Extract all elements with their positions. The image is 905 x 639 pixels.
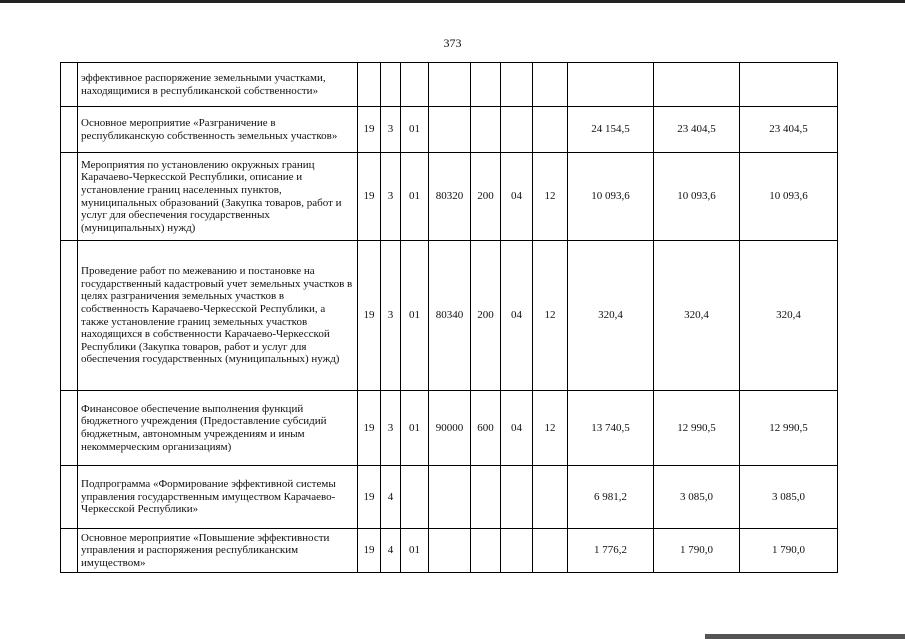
code-subsection-cell: 12 bbox=[533, 153, 568, 241]
amount-year1-cell: 24 154,5 bbox=[568, 107, 654, 153]
amount-year2-cell: 1 790,0 bbox=[654, 529, 740, 573]
code-gp-cell: 19 bbox=[358, 241, 381, 391]
row-number-cell bbox=[61, 529, 78, 573]
code-pp-cell: 3 bbox=[381, 241, 401, 391]
code-expense-type-cell bbox=[471, 529, 501, 573]
amount-year1-cell bbox=[568, 63, 654, 107]
amount-year1-cell: 6 981,2 bbox=[568, 466, 654, 529]
code-pp-cell: 3 bbox=[381, 391, 401, 466]
amount-year2-cell: 12 990,5 bbox=[654, 391, 740, 466]
code-direction-cell: 80340 bbox=[429, 241, 471, 391]
amount-year2-cell: 10 093,6 bbox=[654, 153, 740, 241]
amount-year1-cell: 320,4 bbox=[568, 241, 654, 391]
code-pp-cell: 3 bbox=[381, 107, 401, 153]
item-name-cell: Основное мероприятие «Повышение эффективности управления и распоряжения республиканским имуществом» bbox=[78, 529, 358, 573]
item-name-cell: Мероприятия по установлению окружных границ Карачаево-Черкесской Республики, описание и установление границ населенных пунктов, муниципальных образований (Закупка товаров, работ и услуг для обеспечения государственных (муниципальных) нужд) bbox=[78, 153, 358, 241]
code-expense-type-cell: 200 bbox=[471, 241, 501, 391]
table-row bbox=[61, 391, 838, 466]
code-section-cell bbox=[501, 63, 533, 107]
code-subsection-cell bbox=[533, 466, 568, 529]
code-om-cell: 01 bbox=[401, 529, 429, 573]
code-subsection-cell: 12 bbox=[533, 241, 568, 391]
code-gp-cell: 19 bbox=[358, 529, 381, 573]
amount-year3-cell: 23 404,5 bbox=[740, 107, 838, 153]
code-expense-type-cell bbox=[471, 466, 501, 529]
code-section-cell: 04 bbox=[501, 153, 533, 241]
code-direction-cell bbox=[429, 466, 471, 529]
row-number-cell bbox=[61, 466, 78, 529]
code-section-cell: 04 bbox=[501, 391, 533, 466]
code-direction-cell bbox=[429, 107, 471, 153]
code-om-cell: 01 bbox=[401, 153, 429, 241]
code-gp-cell: 19 bbox=[358, 391, 381, 466]
table-row bbox=[61, 63, 838, 107]
code-pp-cell bbox=[381, 63, 401, 107]
code-om-cell: 01 bbox=[401, 107, 429, 153]
code-om-cell: 01 bbox=[401, 241, 429, 391]
code-direction-cell bbox=[429, 529, 471, 573]
row-number-cell bbox=[61, 107, 78, 153]
amount-year3-cell: 1 790,0 bbox=[740, 529, 838, 573]
amount-year2-cell: 23 404,5 bbox=[654, 107, 740, 153]
code-expense-type-cell: 200 bbox=[471, 153, 501, 241]
code-direction-cell: 80320 bbox=[429, 153, 471, 241]
amount-year3-cell: 12 990,5 bbox=[740, 391, 838, 466]
code-gp-cell: 19 bbox=[358, 107, 381, 153]
item-name-cell: эффективное распоряжение земельными участками, находящимися в республиканской собственности» bbox=[78, 63, 358, 107]
table-row bbox=[61, 241, 838, 391]
item-name-cell: Подпрограмма «Формирование эффективной системы управления государственным имуществом Карачаево-Черкесской Республики» bbox=[78, 466, 358, 529]
table-row bbox=[61, 153, 838, 241]
code-section-cell bbox=[501, 466, 533, 529]
amount-year3-cell: 3 085,0 bbox=[740, 466, 838, 529]
code-subsection-cell bbox=[533, 529, 568, 573]
code-direction-cell bbox=[429, 63, 471, 107]
table-row bbox=[61, 529, 838, 573]
amount-year3-cell: 320,4 bbox=[740, 241, 838, 391]
amount-year3-cell bbox=[740, 63, 838, 107]
code-subsection-cell: 12 bbox=[533, 391, 568, 466]
table-row bbox=[61, 107, 838, 153]
amount-year2-cell bbox=[654, 63, 740, 107]
code-gp-cell bbox=[358, 63, 381, 107]
code-gp-cell: 19 bbox=[358, 153, 381, 241]
amount-year2-cell: 320,4 bbox=[654, 241, 740, 391]
amount-year2-cell: 3 085,0 bbox=[654, 466, 740, 529]
row-number-cell bbox=[61, 63, 78, 107]
code-pp-cell: 4 bbox=[381, 466, 401, 529]
code-gp-cell: 19 bbox=[358, 466, 381, 529]
item-name-cell: Основное мероприятие «Разграничение в республиканскую собственность земельных участков» bbox=[78, 107, 358, 153]
item-name-cell: Проведение работ по межеванию и постановке на государственный кадастровый учет земельных участков в целях разграничения земельных участков в собственность Карачаево-Черкесской Республики, а также установление границ земельных участков находящихся в собственности Карачаево-Черкесской Республики (Закупка товаров, работ и услуг для обеспечения государственных (муниципальных) нужд) bbox=[78, 241, 358, 391]
code-section-cell bbox=[501, 529, 533, 573]
row-number-cell bbox=[61, 391, 78, 466]
amount-year1-cell: 13 740,5 bbox=[568, 391, 654, 466]
code-om-cell bbox=[401, 63, 429, 107]
code-expense-type-cell: 600 bbox=[471, 391, 501, 466]
budget-table bbox=[60, 62, 838, 573]
code-expense-type-cell bbox=[471, 107, 501, 153]
scan-bottom-edge bbox=[705, 634, 905, 639]
code-section-cell bbox=[501, 107, 533, 153]
code-om-cell: 01 bbox=[401, 391, 429, 466]
code-subsection-cell bbox=[533, 63, 568, 107]
amount-year3-cell: 10 093,6 bbox=[740, 153, 838, 241]
code-section-cell: 04 bbox=[501, 241, 533, 391]
code-pp-cell: 4 bbox=[381, 529, 401, 573]
code-expense-type-cell bbox=[471, 63, 501, 107]
row-number-cell bbox=[61, 153, 78, 241]
row-number-cell bbox=[61, 241, 78, 391]
code-om-cell bbox=[401, 466, 429, 529]
code-subsection-cell bbox=[533, 107, 568, 153]
scan-top-edge bbox=[0, 0, 905, 3]
page-number: 373 bbox=[443, 36, 462, 50]
code-pp-cell: 3 bbox=[381, 153, 401, 241]
amount-year1-cell: 1 776,2 bbox=[568, 529, 654, 573]
amount-year1-cell: 10 093,6 bbox=[568, 153, 654, 241]
item-name-cell: Финансовое обеспечение выполнения функций бюджетного учреждения (Предоставление субсидий бюджетным, автономным учреждениям и иным некоммерческим организациям) bbox=[78, 391, 358, 466]
code-direction-cell: 90000 bbox=[429, 391, 471, 466]
table-row bbox=[61, 466, 838, 529]
